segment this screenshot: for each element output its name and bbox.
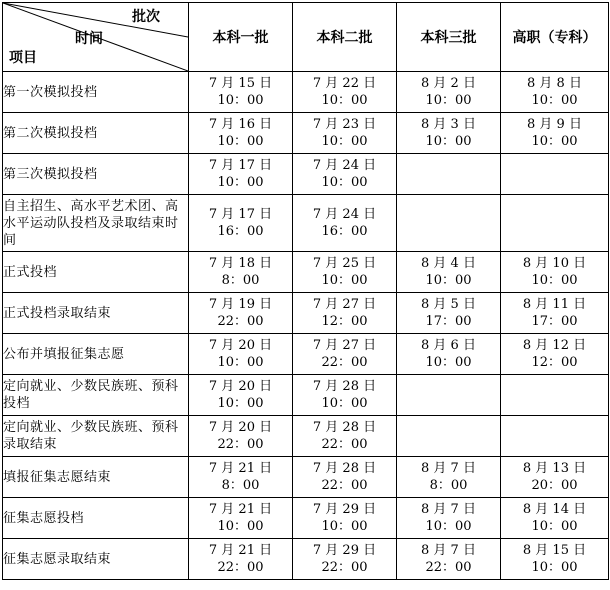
date-text: 8 月 7 日 — [421, 461, 476, 476]
clock-time-text: 12：00 — [321, 314, 368, 329]
time-cell-tier2 — [293, 457, 397, 498]
clock-time-text: 8：00 — [221, 273, 260, 288]
date-text: 7 月 20 日 — [208, 420, 273, 435]
time-cell-tier1 — [189, 457, 293, 498]
time-cell-vocational — [501, 375, 609, 416]
time-cell-tier1 — [189, 498, 293, 539]
time-cell-vocational — [501, 195, 609, 252]
row-item-label: 定向就业、少数民族班、预科录取结束 — [3, 416, 189, 457]
time-cell-tier1 — [189, 72, 293, 113]
date-text: 8 月 13 日 — [522, 461, 587, 476]
time-cell-tier2 — [293, 416, 397, 457]
date-text: 8 月 7 日 — [421, 543, 476, 558]
clock-time-text: 10：00 — [425, 134, 472, 149]
clock-time-text: 10：00 — [531, 560, 578, 575]
column-header-tier1: 本科一批 — [189, 3, 293, 72]
time-cell-tier3 — [397, 539, 501, 580]
clock-time-text: 22：00 — [321, 478, 368, 493]
clock-time-text: 10：00 — [321, 175, 368, 190]
date-text: 7 月 25 日 — [312, 256, 377, 271]
clock-time-text: 8：00 — [429, 478, 468, 493]
date-text: 7 月 29 日 — [312, 502, 377, 517]
date-text: 8 月 10 日 — [522, 256, 587, 271]
time-cell-vocational — [501, 154, 609, 195]
date-text: 8 月 8 日 — [527, 76, 582, 91]
corner-time-label: 时间 — [75, 31, 103, 47]
clock-time-text: 10：00 — [321, 273, 368, 288]
table-row — [3, 195, 609, 252]
row-item-label: 正式投档录取结束 — [3, 293, 189, 334]
clock-time-text: 12：00 — [531, 355, 578, 370]
date-text: 7 月 21 日 — [208, 461, 273, 476]
date-text: 7 月 28 日 — [312, 461, 377, 476]
clock-time-text: 20：00 — [531, 478, 578, 493]
time-cell-tier3 — [397, 154, 501, 195]
time-cell-tier2 — [293, 252, 397, 293]
clock-time-text: 10：00 — [217, 175, 264, 190]
clock-time-text: 10：00 — [425, 355, 472, 370]
time-cell-tier2 — [293, 293, 397, 334]
time-cell-tier3 — [397, 498, 501, 539]
table-row — [3, 375, 609, 416]
date-text: 7 月 22 日 — [312, 76, 377, 91]
time-cell-tier3 — [397, 293, 501, 334]
column-header-tier2: 本科二批 — [293, 3, 397, 72]
date-text: 7 月 19 日 — [208, 297, 273, 312]
clock-time-text: 10：00 — [321, 519, 368, 534]
date-text: 7 月 15 日 — [208, 76, 273, 91]
corner-item-label: 项目 — [9, 50, 37, 66]
time-cell-tier3 — [397, 195, 501, 252]
clock-time-text: 10：00 — [425, 93, 472, 108]
time-cell-tier2 — [293, 195, 397, 252]
clock-time-text: 17：00 — [531, 314, 578, 329]
clock-time-text: 22：00 — [321, 560, 368, 575]
time-cell-vocational — [501, 113, 609, 154]
table-row — [3, 334, 609, 375]
time-cell-vocational — [501, 457, 609, 498]
date-text: 7 月 29 日 — [312, 543, 377, 558]
date-text: 8 月 9 日 — [527, 117, 582, 132]
row-item-label: 正式投档 — [3, 252, 189, 293]
date-text: 7 月 16 日 — [208, 117, 273, 132]
clock-time-text: 10：00 — [217, 519, 264, 534]
time-cell-tier2 — [293, 334, 397, 375]
date-text: 8 月 4 日 — [421, 256, 476, 271]
date-text: 8 月 12 日 — [522, 338, 587, 353]
date-text: 7 月 17 日 — [208, 158, 273, 173]
time-cell-tier2 — [293, 375, 397, 416]
clock-time-text: 10：00 — [321, 396, 368, 411]
time-cell-vocational — [501, 252, 609, 293]
time-cell-vocational — [501, 539, 609, 580]
date-text: 7 月 24 日 — [312, 158, 377, 173]
time-cell-vocational — [501, 293, 609, 334]
date-text: 7 月 24 日 — [312, 207, 377, 222]
time-cell-tier2 — [293, 498, 397, 539]
time-cell-tier1 — [189, 375, 293, 416]
table-row — [3, 113, 609, 154]
time-cell-vocational — [501, 72, 609, 113]
date-text: 7 月 28 日 — [312, 420, 377, 435]
time-cell-tier3 — [397, 113, 501, 154]
clock-time-text: 10：00 — [531, 519, 578, 534]
table-row — [3, 72, 609, 113]
row-item-label: 第三次模拟投档 — [3, 154, 189, 195]
table-row — [3, 252, 609, 293]
date-text: 8 月 15 日 — [522, 543, 587, 558]
table-row — [3, 457, 609, 498]
table-row — [3, 293, 609, 334]
clock-time-text: 17：00 — [425, 314, 472, 329]
clock-time-text: 10：00 — [531, 93, 578, 108]
clock-time-text: 10：00 — [321, 134, 368, 149]
time-cell-tier3 — [397, 457, 501, 498]
date-text: 7 月 28 日 — [312, 379, 377, 394]
header-row — [3, 3, 609, 72]
row-item-label: 自主招生、高水平艺术团、高水平运动队投档及录取结束时间 — [3, 195, 189, 252]
time-cell-vocational — [501, 334, 609, 375]
clock-time-text: 10：00 — [321, 93, 368, 108]
time-cell-tier1 — [189, 154, 293, 195]
time-cell-tier1 — [189, 416, 293, 457]
time-cell-tier1 — [189, 252, 293, 293]
date-text: 7 月 27 日 — [312, 338, 377, 353]
time-cell-tier2 — [293, 72, 397, 113]
table-row — [3, 539, 609, 580]
clock-time-text: 10：00 — [217, 396, 264, 411]
date-text: 8 月 14 日 — [522, 502, 587, 517]
date-text: 7 月 17 日 — [208, 207, 273, 222]
date-text: 7 月 27 日 — [312, 297, 377, 312]
time-cell-tier3 — [397, 252, 501, 293]
date-text: 7 月 21 日 — [208, 543, 273, 558]
date-text: 7 月 21 日 — [208, 502, 273, 517]
row-item-label: 定向就业、少数民族班、预科投档 — [3, 375, 189, 416]
schedule-rows — [3, 72, 609, 580]
clock-time-text: 16：00 — [321, 224, 368, 239]
corner-header-cell — [3, 3, 189, 72]
table-row — [3, 498, 609, 539]
time-cell-tier3 — [397, 375, 501, 416]
date-text: 8 月 3 日 — [421, 117, 476, 132]
clock-time-text: 22：00 — [217, 437, 264, 452]
table-row — [3, 416, 609, 457]
column-header-tier3: 本科三批 — [397, 3, 501, 72]
clock-time-text: 10：00 — [217, 134, 264, 149]
clock-time-text: 10：00 — [425, 273, 472, 288]
date-text: 8 月 11 日 — [522, 297, 587, 312]
row-item-label: 征集志愿投档 — [3, 498, 189, 539]
corner-batch-label: 批次 — [132, 9, 160, 25]
admission-schedule-table — [2, 2, 609, 580]
time-cell-vocational — [501, 498, 609, 539]
time-cell-tier1 — [189, 195, 293, 252]
row-item-label: 征集志愿录取结束 — [3, 539, 189, 580]
date-text: 8 月 2 日 — [421, 76, 476, 91]
clock-time-text: 10：00 — [217, 355, 264, 370]
time-cell-tier1 — [189, 113, 293, 154]
time-cell-tier1 — [189, 539, 293, 580]
clock-time-text: 16：00 — [217, 224, 264, 239]
clock-time-text: 10：00 — [425, 519, 472, 534]
time-cell-tier3 — [397, 334, 501, 375]
clock-time-text: 22：00 — [217, 314, 264, 329]
time-cell-tier3 — [397, 416, 501, 457]
clock-time-text: 10：00 — [217, 93, 264, 108]
date-text: 7 月 18 日 — [208, 256, 273, 271]
time-cell-tier1 — [189, 293, 293, 334]
time-cell-tier2 — [293, 539, 397, 580]
time-cell-tier2 — [293, 113, 397, 154]
clock-time-text: 8：00 — [221, 478, 260, 493]
clock-time-text: 22：00 — [321, 355, 368, 370]
time-cell-tier1 — [189, 334, 293, 375]
date-text: 8 月 6 日 — [421, 338, 476, 353]
date-text: 7 月 20 日 — [208, 379, 273, 394]
column-header-vocational: 高职（专科） — [501, 3, 609, 72]
time-cell-tier3 — [397, 72, 501, 113]
row-item-label: 第一次模拟投档 — [3, 72, 189, 113]
clock-time-text: 22：00 — [321, 437, 368, 452]
time-cell-vocational — [501, 416, 609, 457]
date-text: 8 月 7 日 — [421, 502, 476, 517]
clock-time-text: 10：00 — [531, 134, 578, 149]
clock-time-text: 22：00 — [425, 560, 472, 575]
time-cell-tier2 — [293, 154, 397, 195]
row-item-label: 填报征集志愿结束 — [3, 457, 189, 498]
date-text: 7 月 23 日 — [312, 117, 377, 132]
clock-time-text: 22：00 — [217, 560, 264, 575]
row-item-label: 第二次模拟投档 — [3, 113, 189, 154]
clock-time-text: 10：00 — [531, 273, 578, 288]
table-row — [3, 154, 609, 195]
row-item-label: 公布并填报征集志愿 — [3, 334, 189, 375]
date-text: 8 月 5 日 — [421, 297, 476, 312]
date-text: 7 月 20 日 — [208, 338, 273, 353]
